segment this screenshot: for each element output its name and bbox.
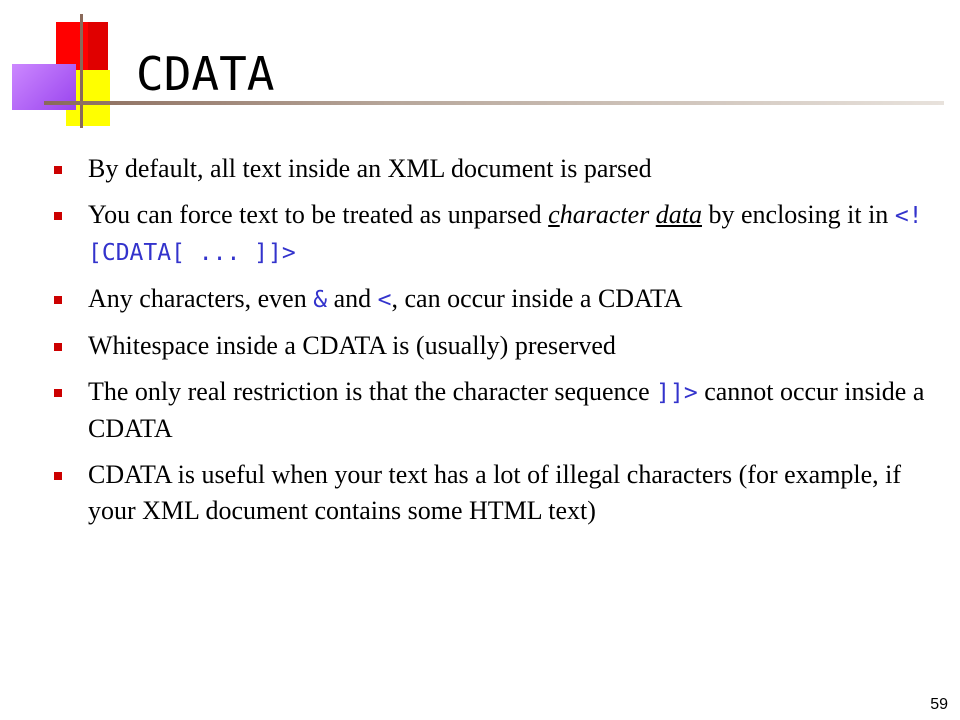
square-bullet-icon <box>54 389 62 397</box>
bullet-text: , can occur inside a CDATA <box>391 284 683 313</box>
bullet-text: and <box>327 284 378 313</box>
square-bullet-icon <box>54 472 62 480</box>
decorative-vertical-rule <box>80 14 83 128</box>
term-data: data <box>655 200 702 229</box>
square-bullet-icon <box>54 296 62 304</box>
term-character <box>548 200 649 229</box>
bullet-item <box>52 197 932 271</box>
square-bullet-icon <box>54 212 62 220</box>
bullet-text: Any characters, even <box>88 284 314 313</box>
bullet-text: cannot occur inside a CDATA <box>88 377 925 443</box>
slide-title: CDATA <box>136 47 275 101</box>
bullet-text: By default, all text inside an XML document is parsed <box>88 154 652 183</box>
code-ampersand: & <box>313 287 328 313</box>
code-cdata-end: ]]> <box>656 380 698 406</box>
term-character-first-letter: c <box>548 200 560 229</box>
bullet-text: Whitespace inside a CDATA is (usually) preserved <box>88 331 616 360</box>
bullet-item <box>52 151 932 187</box>
page-number: 59 <box>930 696 948 713</box>
term-character-rest: haracter <box>559 200 650 229</box>
code-less-than: < <box>377 287 392 313</box>
bullet-item <box>52 457 932 529</box>
square-bullet-icon <box>54 343 62 351</box>
decorative-red-shade <box>88 22 108 76</box>
bullet-list <box>52 151 932 539</box>
bullet-text: The only real restriction is that the character sequence <box>88 377 657 406</box>
bullet-text: You can force text to be treated as unparsed <box>88 200 549 229</box>
bullet-text: by enclosing it in <box>701 200 895 229</box>
bullet-text: CDATA is useful when your text has a lot of illegal characters (for example, if your XML document contains some HTML text) <box>88 460 902 525</box>
square-bullet-icon <box>54 166 62 174</box>
code-cdata-syntax: <![CDATA[ ... ]]> <box>88 203 923 266</box>
bullet-item <box>52 281 932 318</box>
bullet-item <box>52 374 932 447</box>
bullet-item <box>52 328 932 364</box>
